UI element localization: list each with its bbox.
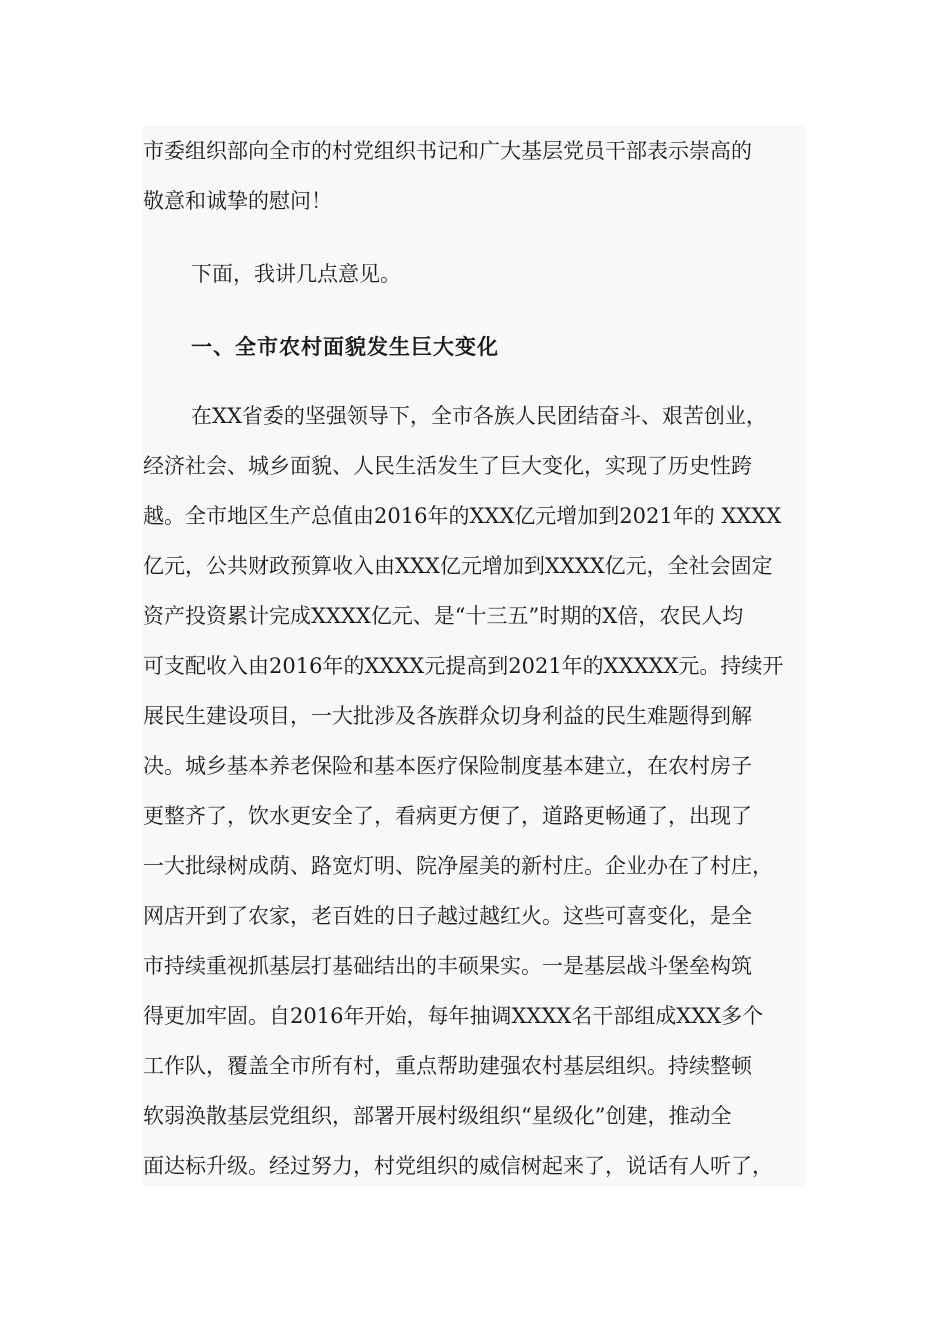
text-line: 一大批绿树成荫、路宽灯明、院净屋美的新村庄。企业办在了村庄， [143, 854, 773, 878]
text-line: 市委组织部向全市的村党组织书记和广大基层党员干部表示崇高的 [143, 139, 752, 163]
text-line: 资产投资累计完成XXXX亿元、是“十三五”时期的X倍，农民人均 [143, 604, 744, 628]
text-line: 经济社会、城乡面貌、人民生活发生了巨大变化，实现了历史性跨 [143, 454, 752, 478]
text-line: 敬意和诚挚的慰问！ [143, 189, 332, 213]
text-line: 展民生建设项目，一大批涉及各族群众切身利益的民生难题得到解 [143, 704, 752, 728]
text-line: 得更加牢固。自2016年开始，每年抽调XXXX名干部组成XXX多个 [143, 1004, 764, 1028]
text-line: 在XX省委的坚强领导下，全市各族人民团结奋斗、艰苦创业， [191, 404, 767, 428]
text-line: 软弱涣散基层党组织，部署开展村级组织“星级化”创建，推动全 [143, 1104, 732, 1128]
text-line: 下面，我讲几点意见。 [191, 262, 401, 286]
text-line: 面达标升级。经过努力，村党组织的威信树起来了，说话有人听了， [143, 1154, 773, 1178]
text-line: 网店开到了农家，老百姓的日子越过越红火。这些可喜变化，是全 [143, 904, 752, 928]
document-text-block [143, 125, 806, 1187]
text-line: 越。全市地区生产总值由2016年的XXX亿元增加到2021年的 XXXX [143, 504, 782, 528]
text-line: 市持续重视抓基层打基础结出的丰硕果实。一是基层战斗堡垒构筑 [143, 954, 752, 978]
text-line: 决。城乡基本养老保险和基本医疗保险制度基本建立，在农村房子 [143, 754, 752, 778]
text-line: 亿元，公共财政预算收入由XXX亿元增加到XXXX亿元，全社会固定 [143, 554, 773, 578]
text-line: 可支配收入由2016年的XXXX元提高到2021年的XXXXX元。持续开 [143, 654, 784, 678]
section-heading: 一、全市农村面貌发生巨大变化 [191, 334, 499, 359]
text-line: 更整齐了，饮水更安全了，看病更方便了，道路更畅通了，出现了 [143, 804, 752, 828]
text-line: 工作队，覆盖全市所有村，重点帮助建强农村基层组织。持续整顿 [143, 1054, 752, 1078]
